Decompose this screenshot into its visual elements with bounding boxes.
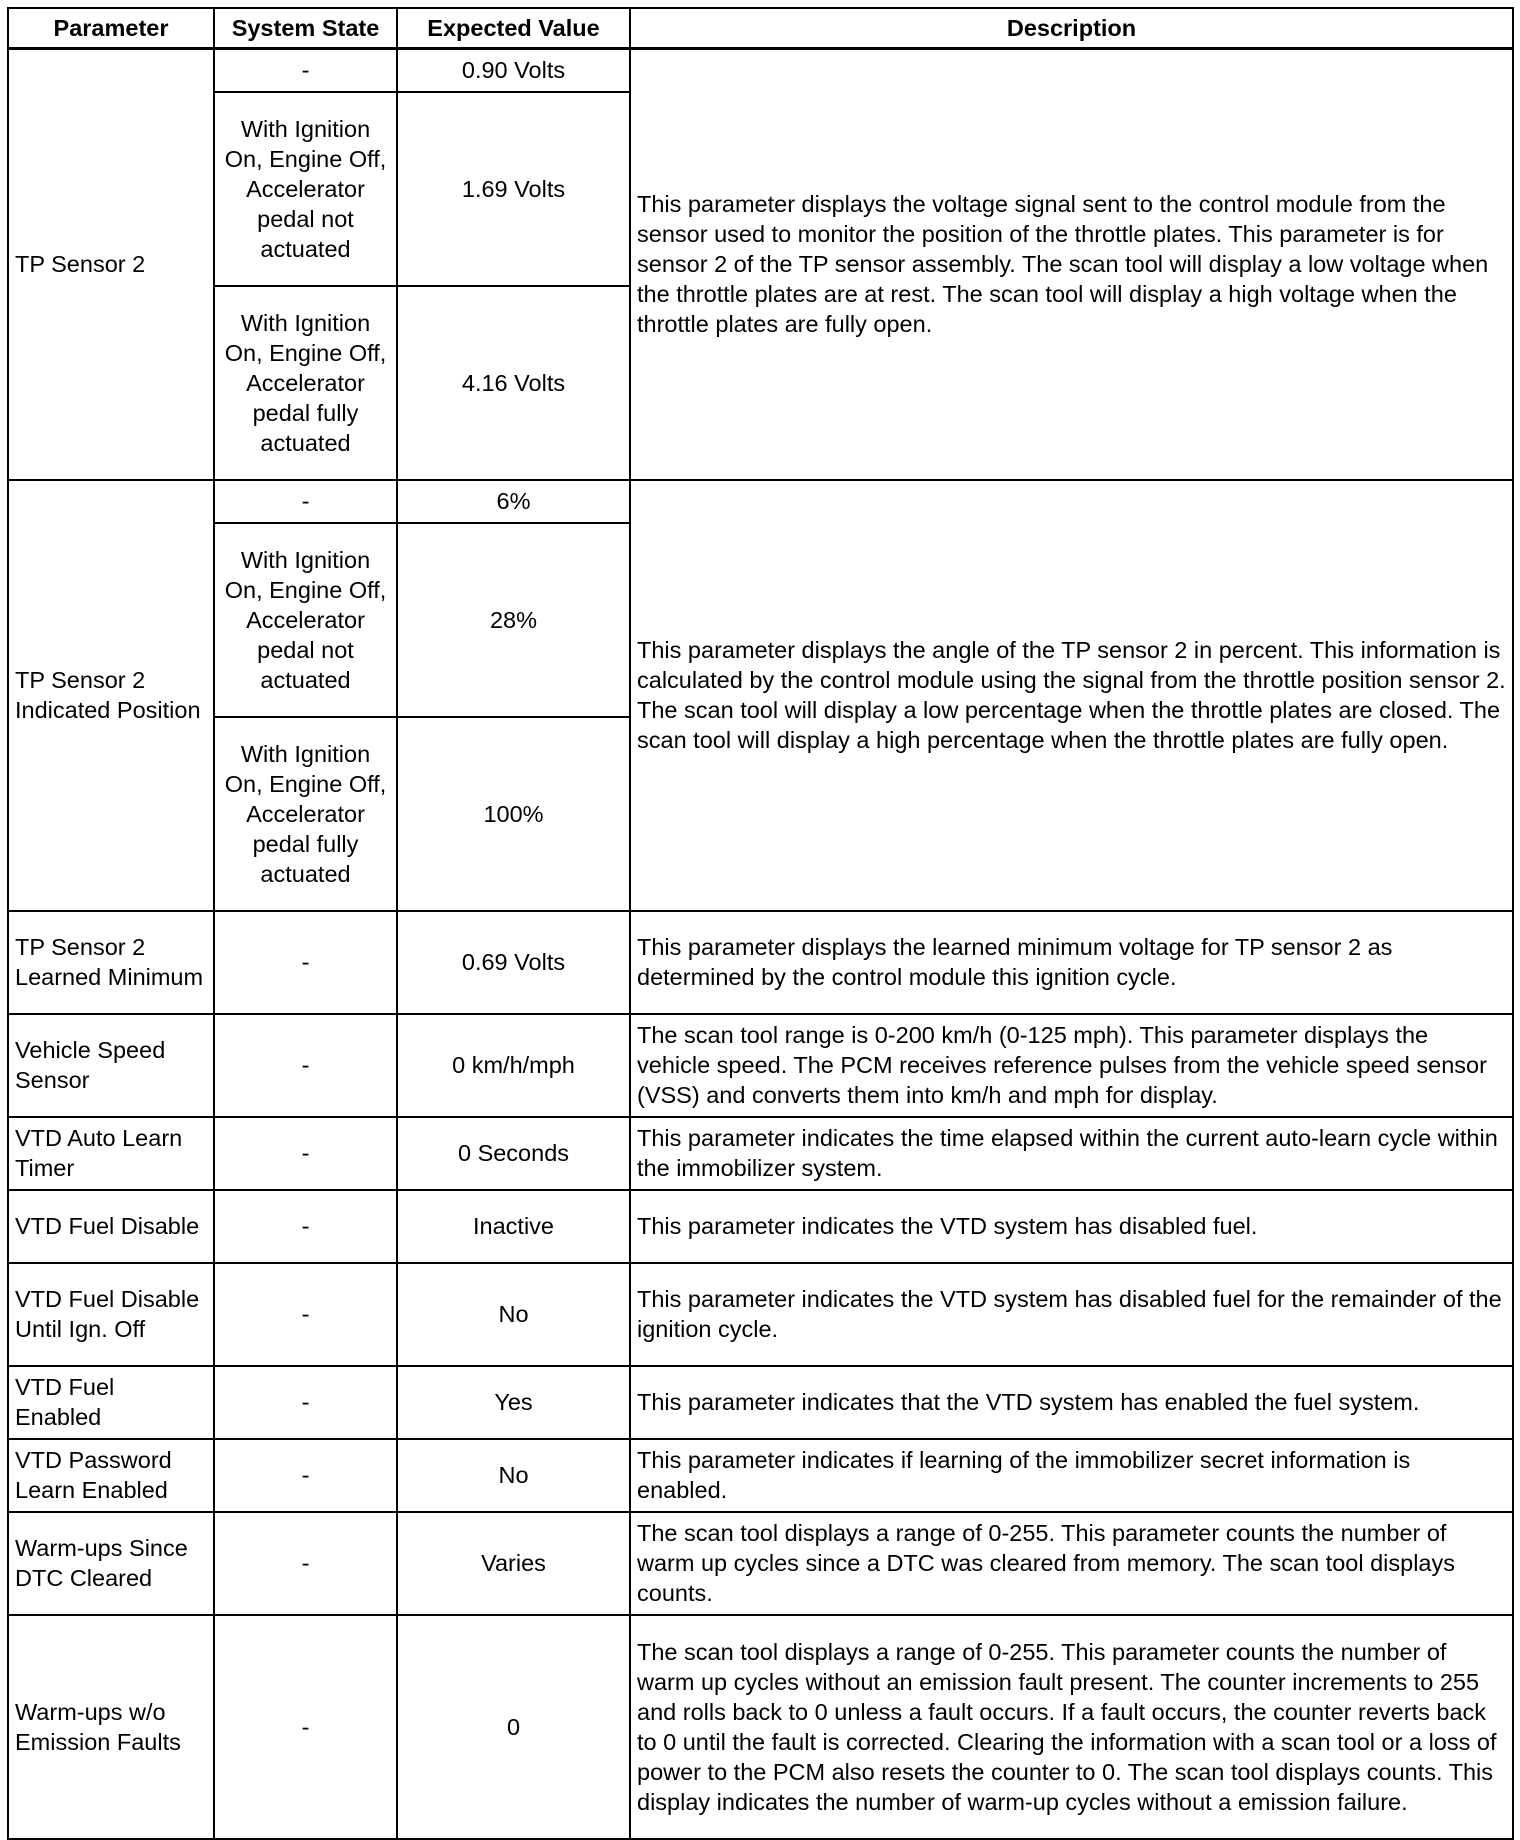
system-state-cell: - bbox=[214, 49, 397, 92]
system-state-cell: - bbox=[214, 1439, 397, 1512]
table-row bbox=[8, 1190, 1513, 1263]
table-row bbox=[8, 1439, 1513, 1512]
header-row bbox=[8, 8, 1513, 49]
system-state-cell: - bbox=[214, 1615, 397, 1839]
description-cell: The scan tool range is 0-200 km/h (0-125 mph). This parameter displays the vehicle speed. The PCM receives reference pulses from the vehicle speed sensor (VSS) and converts them into km/h and mph for display. bbox=[630, 1014, 1513, 1117]
table-row bbox=[8, 49, 1513, 92]
table-row bbox=[8, 1263, 1513, 1366]
system-state-cell: With Ignition On, Engine Off, Accelerator pedal fully actuated bbox=[214, 286, 397, 480]
parameter-cell: VTD Auto Learn Timer bbox=[8, 1117, 214, 1190]
description-cell: This parameter displays the learned minimum voltage for TP sensor 2 as determined by the control module this ignition cycle. bbox=[630, 911, 1513, 1014]
system-state-cell: - bbox=[214, 1117, 397, 1190]
parameter-cell: Vehicle Speed Sensor bbox=[8, 1014, 214, 1117]
expected-value-cell: 28% bbox=[397, 523, 630, 717]
expected-value-cell: Yes bbox=[397, 1366, 630, 1439]
system-state-cell: With Ignition On, Engine Off, Accelerator pedal not actuated bbox=[214, 92, 397, 286]
expected-value-cell: Varies bbox=[397, 1512, 630, 1615]
parameter-cell: VTD Fuel Disable Until Ign. Off bbox=[8, 1263, 214, 1366]
parameter-table bbox=[7, 7, 1514, 1840]
expected-value-cell: 6% bbox=[397, 480, 630, 523]
description-cell: This parameter indicates if learning of the immobilizer secret information is enabled. bbox=[630, 1439, 1513, 1512]
header-parameter: Parameter bbox=[8, 8, 214, 49]
parameter-cell: TP Sensor 2 Learned Minimum bbox=[8, 911, 214, 1014]
parameter-cell: Warm-ups Since DTC Cleared bbox=[8, 1512, 214, 1615]
header-description: Description bbox=[630, 8, 1513, 49]
description-cell: This parameter indicates the VTD system has disabled fuel for the remainder of the ignition cycle. bbox=[630, 1263, 1513, 1366]
parameter-cell: VTD Password Learn Enabled bbox=[8, 1439, 214, 1512]
expected-value-cell: 4.16 Volts bbox=[397, 286, 630, 480]
description-cell: The scan tool displays a range of 0-255. This parameter counts the number of warm up cycles without an emission fault present. The counter increments to 255 and rolls back to 0 unless a fault occurs. If a fault occurs, the counter reverts back to 0 until the fault is corrected. Clearing the information with a scan tool or a loss of power to the PCM also resets the counter to 0. The scan tool displays counts. This display indicates the number of warm-up cycles without a emission failure. bbox=[630, 1615, 1513, 1839]
system-state-cell: - bbox=[214, 911, 397, 1014]
description-cell: The scan tool displays a range of 0-255. This parameter counts the number of warm up cycles since a DTC was cleared from memory. The scan tool displays counts. bbox=[630, 1512, 1513, 1615]
description-cell: This parameter indicates the VTD system has disabled fuel. bbox=[630, 1190, 1513, 1263]
expected-value-cell: 100% bbox=[397, 717, 630, 911]
system-state-cell: With Ignition On, Engine Off, Accelerator pedal fully actuated bbox=[214, 717, 397, 911]
table-row bbox=[8, 480, 1513, 523]
system-state-cell: - bbox=[214, 1366, 397, 1439]
system-state-cell: - bbox=[214, 1014, 397, 1117]
header-system-state: System State bbox=[214, 8, 397, 49]
expected-value-cell: 0 Seconds bbox=[397, 1117, 630, 1190]
system-state-cell: - bbox=[214, 1512, 397, 1615]
system-state-cell: With Ignition On, Engine Off, Accelerator pedal not actuated bbox=[214, 523, 397, 717]
table-row bbox=[8, 911, 1513, 1014]
description-cell: This parameter indicates that the VTD system has enabled the fuel system. bbox=[630, 1366, 1513, 1439]
table-row bbox=[8, 1117, 1513, 1190]
expected-value-cell: No bbox=[397, 1439, 630, 1512]
table-row bbox=[8, 1014, 1513, 1117]
header-expected-value: Expected Value bbox=[397, 8, 630, 49]
table-row bbox=[8, 1512, 1513, 1615]
expected-value-cell: No bbox=[397, 1263, 630, 1366]
description-cell: This parameter displays the voltage signal sent to the control module from the sensor used to monitor the position of the throttle plates. This parameter is for sensor 2 of the TP sensor assembly. The scan tool will display a low voltage when the throttle plates are at rest. The scan tool will display a high voltage when the throttle plates are fully open. bbox=[630, 49, 1513, 480]
parameter-cell: Warm-ups w/o Emission Faults bbox=[8, 1615, 214, 1839]
table-row bbox=[8, 1615, 1513, 1839]
expected-value-cell: 0.69 Volts bbox=[397, 911, 630, 1014]
expected-value-cell: 0 bbox=[397, 1615, 630, 1839]
parameter-cell: TP Sensor 2 bbox=[8, 49, 214, 480]
parameter-cell: TP Sensor 2 Indicated Position bbox=[8, 480, 214, 911]
expected-value-cell: 0 km/h/mph bbox=[397, 1014, 630, 1117]
parameter-cell: VTD Fuel Enabled bbox=[8, 1366, 214, 1439]
system-state-cell: - bbox=[214, 1263, 397, 1366]
system-state-cell: - bbox=[214, 480, 397, 523]
table-row bbox=[8, 1366, 1513, 1439]
expected-value-cell: 1.69 Volts bbox=[397, 92, 630, 286]
description-cell: This parameter indicates the time elapsed within the current auto-learn cycle within the immobilizer system. bbox=[630, 1117, 1513, 1190]
system-state-cell: - bbox=[214, 1190, 397, 1263]
expected-value-cell: Inactive bbox=[397, 1190, 630, 1263]
expected-value-cell: 0.90 Volts bbox=[397, 49, 630, 92]
parameter-cell: VTD Fuel Disable bbox=[8, 1190, 214, 1263]
description-cell: This parameter displays the angle of the TP sensor 2 in percent. This information is calculated by the control module using the signal from the throttle position sensor 2. The scan tool will display a low percentage when the throttle plates are closed. The scan tool will display a high percentage when the throttle plates are fully open. bbox=[630, 480, 1513, 911]
